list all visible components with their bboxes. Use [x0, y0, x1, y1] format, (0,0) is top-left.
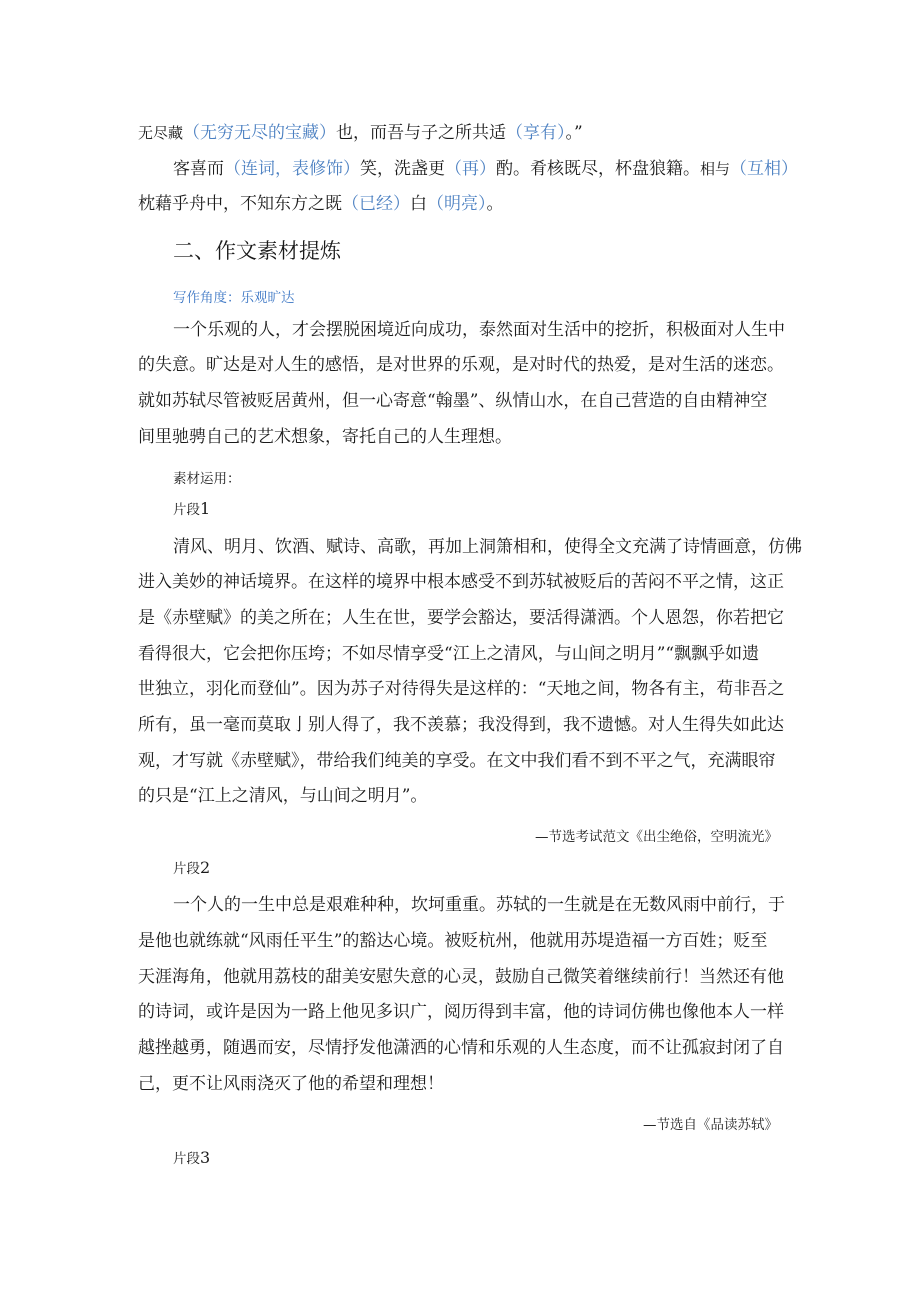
text-segment: 枕藉乎舟中，不知东方之既	[138, 194, 342, 214]
annotation: （已经）	[342, 194, 410, 214]
fragment-2-line: 一个人的一生中总是艰难种种，坎坷重重。苏轼的一生就是在无数风雨中前行，于	[173, 895, 785, 915]
annotation: （明亮）	[427, 194, 487, 214]
text-segment: 相与	[700, 160, 731, 178]
fragment-2-line: 越挫越勇，随遇而安，尽情抒发他潇洒的心情和乐观的人生态度，而不让孤寂封闭了自	[138, 1038, 784, 1058]
fragment-1-line: 看得很大，它会把你压垮；不如尽情享受“江上之清风，与山间之明月”“飘飘乎如遗	[138, 644, 760, 664]
annotation: （连词，表修饰）	[224, 159, 360, 179]
fragment-1-line: 进入美妙的神话境界。在这样的境界中根本感受不到苏轼被贬后的苦闷不平之情，这正	[138, 572, 784, 592]
usage-label: 素材运用：	[173, 471, 241, 487]
fragment-2-line: 的诗词，或许是因为一路上他见多识广，阅历得到丰富，他的诗词仿佛也像他本人一样	[138, 1002, 784, 1022]
fragment-1-line: 清风、明月、饮酒、赋诗、高歌，再加上洞箫相和，使得全文充满了诗情画意，仿佛	[173, 537, 802, 557]
fragment-label-2	[173, 857, 210, 877]
fragment-label-text: 片段	[173, 502, 200, 518]
text-segment: 。”	[565, 123, 583, 143]
intro-line: 间里驰骋自己的艺术想象，寄托自己的人生理想。	[138, 427, 512, 447]
fragment-label-1	[173, 498, 210, 518]
section-heading: 二、作文素材提炼	[173, 239, 341, 263]
annotation: （无穷无尽的宝藏）	[183, 123, 337, 143]
fragment-2-source: —节选自《品读苏轼》	[643, 1117, 778, 1133]
fragment-1-line: 的只是“江上之清风，与山间之明月”。	[138, 786, 428, 806]
fragment-number: 2	[200, 858, 211, 877]
fragment-number: 1	[200, 499, 211, 518]
translation-line-1	[138, 121, 788, 145]
annotation: （享有）	[506, 123, 566, 143]
fragment-1-source: —节选考试范文《出尘绝俗，空明流光》	[535, 829, 778, 845]
intro-line: 一个乐观的人，才会摆脱困境近向成功，泰然面对生活中的挖折，积极面对人生中	[173, 320, 785, 340]
translation-line-2	[173, 157, 823, 181]
text-segment: 也，而吾与子之所共适	[336, 123, 507, 143]
translation-line-3	[138, 192, 788, 216]
fragment-2-line: 天涯海角，他就用荔枝的甜美安慰失意的心灵，鼓励自己微笑着继续前行！当然还有他	[138, 967, 784, 987]
text-segment: 客喜而	[173, 159, 224, 179]
text-segment: 白	[410, 194, 427, 214]
fragment-2-line: 己，更不让风雨浇灭了他的希望和理想！	[138, 1074, 444, 1094]
fragment-label-text: 片段	[173, 861, 200, 877]
fragment-1-line: 观，才写就《赤壁赋》，带给我们纯美的享受。在文中我们看不到不平之气，充满眼帘	[138, 751, 776, 771]
intro-line: 就如苏轼尽管被贬居黄州，但一心寄意“翰墨”、纵情山水，在自己营造的自由精神空	[138, 391, 768, 411]
fragment-2-line: 是他也就练就“风雨任平生”的豁达心境。被贬杭州，他就用苏堤造福一方百姓；贬至	[138, 931, 768, 951]
fragment-1-line: 是《赤壁赋》的美之所在；人生在世，要学会豁达，要活得潇洒。个人恩怨，你若把它	[138, 608, 784, 628]
text-segment: 无尽藏	[138, 124, 184, 142]
fragment-number: 3	[200, 1148, 211, 1167]
annotation: （互相）	[730, 159, 799, 179]
fragment-label-3	[173, 1147, 210, 1167]
text-segment: 笑，洗盏更	[360, 159, 445, 179]
annotation: （再）	[445, 159, 496, 179]
fragment-1-line: 所有，虽一毫而莫取亅别人得了，我不羡慕；我没得到，我不遗憾。对人生得失如此达	[138, 715, 784, 735]
fragment-label-text: 片段	[173, 1151, 200, 1167]
writing-angle: 写作角度：乐观旷达	[173, 290, 295, 306]
intro-line: 的失意。旷达是对人生的感悟，是对世界的乐观，是对时代的热爱，是对生活的迷恋。	[138, 355, 784, 375]
text-segment: 。	[486, 194, 504, 214]
text-segment: 酌。肴核既尽，杯盘狼籍。	[496, 159, 700, 179]
fragment-1-line: 世独立，羽化而登仙”。因为苏子对待得失是这样的：“天地之间，物各有主，苟非吾之	[138, 679, 785, 699]
